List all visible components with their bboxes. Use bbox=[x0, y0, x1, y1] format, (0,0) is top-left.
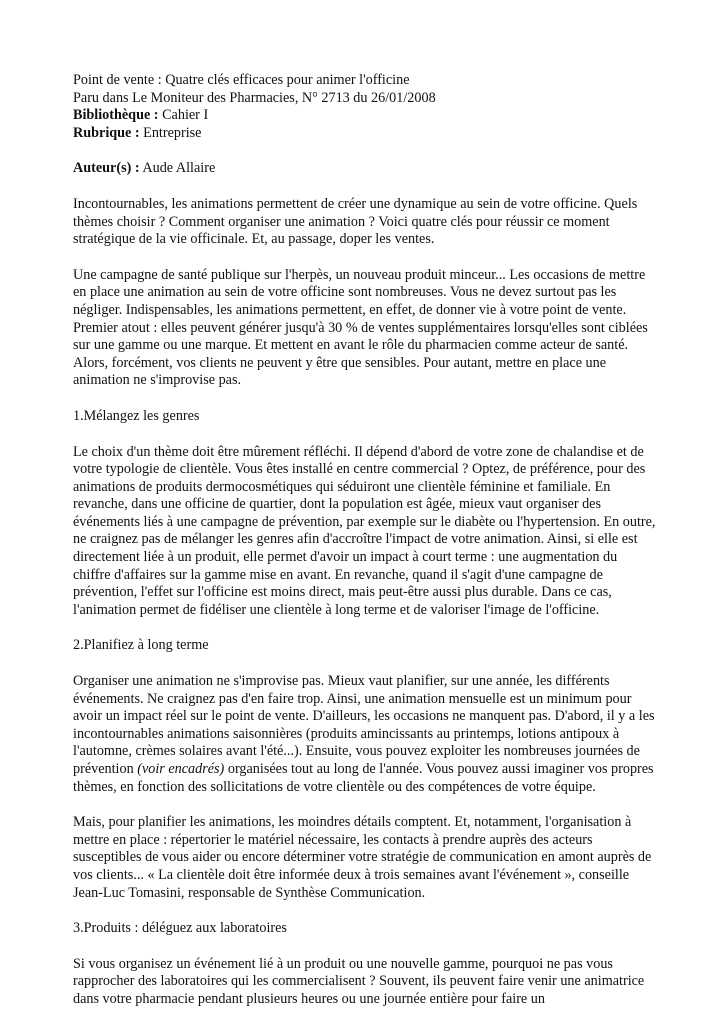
see-boxes-reference: (voir encadrés) bbox=[137, 761, 225, 777]
article-source: Paru dans Le Moniteur des Pharmacies, N° 2713 du 26/01/2008 bbox=[73, 89, 436, 106]
article-title: Point de vente : Quatre clés efficaces pour animer l'officine bbox=[73, 72, 410, 88]
author-label: Auteur(s) : bbox=[73, 160, 140, 177]
library-line bbox=[73, 107, 658, 125]
rubric-value: Entreprise bbox=[139, 124, 202, 141]
rubric-label: Rubrique : bbox=[73, 124, 140, 141]
document-page bbox=[73, 72, 658, 1009]
author-value: Aude Allaire bbox=[139, 160, 216, 177]
section-2-text bbox=[73, 673, 658, 796]
section-2-title: 2.Planifiez à long terme bbox=[73, 637, 209, 654]
section-2-text-2: Mais, pour planifier les animations, les moindres détails comptent. Et, notamment, l'organisation à mettre en place : répertorier le matériel nécessaire, les contacts à prendre auprès des acteurs susceptibles de vous aider ou encore déterminer votre stratégie de communication en amont auprès de vos clients... « La clientèle doit être informée deux à trois semaines avant l'événement », conseille Jean-Luc Tomasini, responsable de Synthèse Communication. bbox=[73, 814, 652, 901]
section-2-text-b: organisées tout au long de l'année. Vous pouvez aussi imaginer vos propres thèmes, en fonction des sollicitations de votre clientèle ou des compétences de votre équipe. bbox=[73, 761, 654, 795]
section-1-title: 1.Mélangez les genres bbox=[73, 407, 200, 424]
section-2-text-a: Organiser une animation ne s'improvise pas. Mieux vaut planifier, sur une année, les différents événements. Ne craignez pas d'en faire trop. Ainsi, une animation mensuelle est un minimum pour avoir un impact réel sur le point de vente. D'ailleurs, les occasions ne manquent pas. D'abord, il y a les incontournables animations saisonnières (produits amincissants au printemps, lotions antipoux à l'automne, crèmes solaires avant l'été...). Ensuite, vous pouvez exploiter les nombreuses journées de prévention bbox=[73, 673, 655, 777]
body-paragraph-1: Une campagne de santé publique sur l'herpès, un nouveau produit minceur... Les occasions de mettre en place une animation au sein de votre officine sont nombreuses. Vous ne devez surtout pas les négliger. Indispensables, les animations permettent, en effet, de donner vie à votre point de vente. Premier atout : elles peuvent générer jusqu'à 30 % de ventes supplémentaires lorsqu'elles sont ciblées sur une gamme ou une marque. Et mettent en avant le rôle du pharmacien comme acteur de santé. Alors, forcément, vos clients ne peuvent y être que sensibles. Pour autant, mettre en place une animation ne s'improvise pas. bbox=[73, 266, 648, 389]
section-1-text: Le choix d'un thème doit être mûrement réfléchi. Il dépend d'abord de votre zone de chalandise et de votre typologie de clientèle. Vous êtes installé en centre commercial ? Optez, de préférence, pour des animations de produits dermocosmétiques qui séduiront une clientèle féminine et familiale. En revanche, dans une officine de quartier, dont la population est âgée, mieux vaut organiser des événements liés à une campagne de prévention, par exemple sur le diabète ou l'hypertension. En outre, ne craignez pas de mélanger les genres afin d'accroître l'impact de votre animation. Ainsi, si elle est directement liée à un produit, elle permet d'avoir un impact à court terme : une augmentation du chiffre d'affaires sur la gamme mise en avant. En revanche, quand il s'agit d'une campagne de prévention, l'effet sur l'officine est moins direct, mais peut-être aussi plus durable. Dans ce cas, l'animation permet de fidéliser une clientèle à long terme et de valoriser l'image de l'officine. bbox=[73, 443, 656, 618]
intro-paragraph: Incontournables, les animations permettent de créer une dynamique au sein de votre officine. Quels thèmes choisir ? Comment organiser une animation ? Voici quatre clés pour réussir ce moment stratégique de la vie officinale. Et, au passage, doper les ventes. bbox=[73, 195, 638, 248]
section-3-text: Si vous organisez un événement lié à un produit ou une nouvelle gamme, pourquoi ne pas vous rapprocher des laboratoires qui les commercialisent ? Souvent, ils peuvent faire venir une animatrice dans votre pharmacie pendant plusieurs heures ou une journée entière pour faire un bbox=[73, 955, 645, 1007]
author-line bbox=[73, 160, 658, 178]
library-value: Cahier I bbox=[158, 107, 209, 124]
library-label: Bibliothèque : bbox=[73, 107, 159, 124]
rubric-line bbox=[73, 125, 658, 143]
section-3-title: 3.Produits : déléguez aux laboratoires bbox=[73, 920, 287, 937]
